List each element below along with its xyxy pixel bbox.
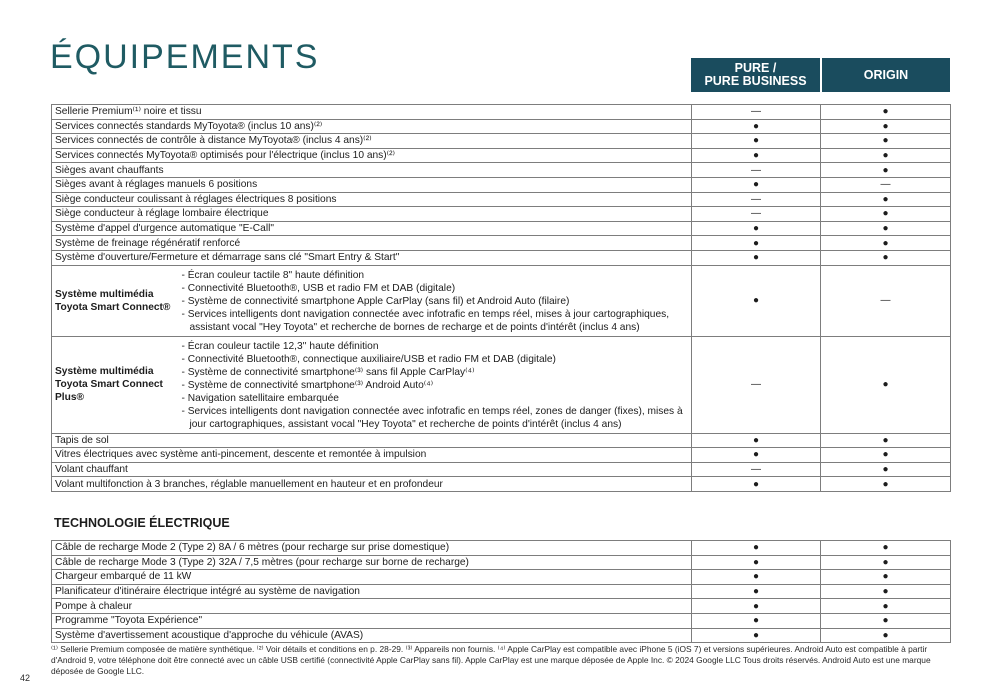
value-pure: — bbox=[692, 336, 821, 433]
table-row bbox=[52, 192, 951, 207]
value-pure: ● bbox=[692, 613, 821, 628]
description-line: - Services intelligents dont navigation connectée avec infotrafic en temps réel, mises à jour cartographiques, assistant vocal "Hey Toyota" et recherche de bornes de recharge et de points d'intérêt (inclus 4 ans) bbox=[181, 308, 670, 333]
value-pure: ● bbox=[692, 555, 821, 570]
table-row bbox=[52, 433, 951, 448]
value-origin: ● bbox=[821, 448, 951, 463]
value-pure: ● bbox=[692, 477, 821, 492]
value-pure: — bbox=[692, 207, 821, 222]
feature-name: Système d'avertissement acoustique d'approche du véhicule (AVAS) bbox=[52, 628, 692, 643]
description-line: - Connectivité Bluetooth®, USB et radio FM et DAB (digitale) bbox=[181, 282, 456, 294]
table-row bbox=[52, 105, 951, 120]
feature-name: Système de freinage régénératif renforcé bbox=[52, 236, 692, 251]
table-row bbox=[52, 584, 951, 599]
table-row bbox=[52, 613, 951, 628]
feature-name: Pompe à chaleur bbox=[52, 599, 692, 614]
table-row bbox=[52, 555, 951, 570]
multimedia-description bbox=[179, 336, 692, 433]
table-row bbox=[52, 599, 951, 614]
footnotes: ⁽¹⁾ Sellerie Premium composée de matière synthétique. ⁽²⁾ Voir détails et conditions en p. 28-29. ⁽³⁾ Appareils non fournis. ⁽⁴⁾ Apple CarPlay est compatible avec iPhone 5 (iOS 7) et versions supérieures. Android Auto est compatible à partir d'Android 9, votre téléphone doit être connecté avec un câble USB certifié (connectivité Apple CarPlay sans fil). Apple CarPlay est une marque déposée de Apple Inc. © 2024 Google LLC Tous droits réservés. Android Auto est une marque déposée de Google LLC. bbox=[51, 644, 931, 676]
description-line: - Système de connectivité smartphone⁽³⁾ sans fil Apple CarPlay⁽⁴⁾ bbox=[181, 366, 475, 378]
feature-name: Câble de recharge Mode 2 (Type 2) 8A / 6 mètres (pour recharge sur prise domestique) bbox=[52, 541, 692, 556]
value-origin: ● bbox=[821, 477, 951, 492]
value-pure: ● bbox=[692, 570, 821, 585]
value-origin: ● bbox=[821, 570, 951, 585]
value-pure: ● bbox=[692, 584, 821, 599]
table-row bbox=[52, 221, 951, 236]
feature-name: Vitres électriques avec système anti-pincement, descente et remontée à impulsion bbox=[52, 448, 692, 463]
value-origin: ● bbox=[821, 163, 951, 178]
table-row bbox=[52, 134, 951, 149]
table-row bbox=[52, 628, 951, 643]
value-pure: ● bbox=[692, 433, 821, 448]
value-origin: ● bbox=[821, 105, 951, 120]
value-origin: ● bbox=[821, 134, 951, 149]
value-pure: ● bbox=[692, 599, 821, 614]
value-pure: — bbox=[692, 192, 821, 207]
value-origin: ● bbox=[821, 613, 951, 628]
feature-name: Programme "Toyota Expérience" bbox=[52, 613, 692, 628]
value-origin: ● bbox=[821, 119, 951, 134]
value-origin: ● bbox=[821, 250, 951, 265]
description-line: - Connectivité Bluetooth®, connectique auxiliaire/USB et radio FM et DAB (digitale) bbox=[181, 353, 556, 365]
feature-name: Services connectés de contrôle à distance MyToyota® (inclus 4 ans)⁽²⁾ bbox=[52, 134, 692, 149]
feature-name: Chargeur embarqué de 11 kW bbox=[52, 570, 692, 585]
multimedia-description bbox=[179, 265, 692, 336]
table-row bbox=[52, 448, 951, 463]
feature-name: Système d'ouverture/Fermeture et démarrage sans clé "Smart Entry & Start" bbox=[52, 250, 692, 265]
feature-name: Services connectés MyToyota® optimisés pour l'électrique (inclus 10 ans)⁽²⁾ bbox=[52, 148, 692, 163]
description-line: - Système de connectivité smartphone Apple CarPlay (sans fil) et Android Auto (filaire) bbox=[181, 295, 570, 307]
value-pure: ● bbox=[692, 119, 821, 134]
value-origin: ● bbox=[821, 584, 951, 599]
value-origin: ● bbox=[821, 221, 951, 236]
value-pure: ● bbox=[692, 236, 821, 251]
value-origin: ● bbox=[821, 236, 951, 251]
value-origin: ● bbox=[821, 148, 951, 163]
value-pure: ● bbox=[692, 628, 821, 643]
feature-name: Sièges avant chauffants bbox=[52, 163, 692, 178]
feature-name: Tapis de sol bbox=[52, 433, 692, 448]
feature-name: Volant chauffant bbox=[52, 462, 692, 477]
value-origin: ● bbox=[821, 207, 951, 222]
value-origin: ● bbox=[821, 462, 951, 477]
electric-table bbox=[51, 540, 951, 643]
feature-name: Services connectés standards MyToyota® (inclus 10 ans)⁽²⁾ bbox=[52, 119, 692, 134]
column-header-pure: PURE / PURE BUSINESS bbox=[691, 58, 820, 92]
feature-name: Système d'appel d'urgence automatique "E-Call" bbox=[52, 221, 692, 236]
feature-name: Sellerie Premium⁽¹⁾ noire et tissu bbox=[52, 105, 692, 120]
table-row bbox=[52, 477, 951, 492]
value-origin: ● bbox=[821, 628, 951, 643]
value-origin: ● bbox=[821, 541, 951, 556]
feature-name: Volant multifonction à 3 branches, réglable manuellement en hauteur et en profondeur bbox=[52, 477, 692, 492]
page-title: ÉQUIPEMENTS bbox=[50, 38, 320, 76]
value-origin: ● bbox=[821, 336, 951, 433]
value-pure: ● bbox=[692, 541, 821, 556]
description-line: - Écran couleur tactile 8" haute définition bbox=[181, 269, 365, 281]
description-line: - Services intelligents dont navigation connectée avec infotrafic en temps réel, zones de danger (fixes), mises à jour cartographiques, assistant vocal "Hey Toyota" et recherche de points d'intérêt (inclus 4 ans) bbox=[181, 405, 683, 430]
value-pure: ● bbox=[692, 177, 821, 192]
table-row bbox=[52, 570, 951, 585]
multimedia-name: Système multimédia Toyota Smart Connect® bbox=[52, 265, 179, 336]
table-row bbox=[52, 541, 951, 556]
table-row bbox=[52, 163, 951, 178]
table-row bbox=[52, 250, 951, 265]
value-pure: ● bbox=[692, 134, 821, 149]
table-row bbox=[52, 119, 951, 134]
value-pure: ● bbox=[692, 221, 821, 236]
table-row bbox=[52, 148, 951, 163]
table-row bbox=[52, 207, 951, 222]
value-pure: — bbox=[692, 462, 821, 477]
table-row-multimedia bbox=[52, 265, 951, 336]
page-number: 42 bbox=[20, 673, 31, 683]
value-pure: ● bbox=[692, 265, 821, 336]
value-origin: — bbox=[821, 177, 951, 192]
feature-name: Siège conducteur à réglage lombaire électrique bbox=[52, 207, 692, 222]
table-row bbox=[52, 177, 951, 192]
value-pure: ● bbox=[692, 148, 821, 163]
feature-name: Siège conducteur coulissant à réglages électriques 8 positions bbox=[52, 192, 692, 207]
description-line: - Écran couleur tactile 12,3'' haute définition bbox=[181, 340, 379, 352]
equipment-table bbox=[51, 104, 951, 492]
section-title-electric: TECHNOLOGIE ÉLECTRIQUE bbox=[54, 516, 230, 530]
table-row bbox=[52, 462, 951, 477]
column-header-origin: ORIGIN bbox=[822, 58, 950, 92]
feature-name: Câble de recharge Mode 3 (Type 2) 32A / 7,5 mètres (pour recharge sur borne de recharge) bbox=[52, 555, 692, 570]
feature-name: Planificateur d'itinéraire électrique intégré au système de navigation bbox=[52, 584, 692, 599]
value-origin: — bbox=[821, 265, 951, 336]
value-origin: ● bbox=[821, 192, 951, 207]
value-pure: ● bbox=[692, 250, 821, 265]
value-pure: — bbox=[692, 163, 821, 178]
value-origin: ● bbox=[821, 599, 951, 614]
value-origin: ● bbox=[821, 555, 951, 570]
multimedia-name: Système multimédia Toyota Smart Connect Plus® bbox=[52, 336, 179, 433]
value-pure: ● bbox=[692, 448, 821, 463]
description-line: - Navigation satellitaire embarquée bbox=[181, 392, 339, 404]
value-pure: — bbox=[692, 105, 821, 120]
table-row bbox=[52, 236, 951, 251]
value-origin: ● bbox=[821, 433, 951, 448]
table-row-multimedia bbox=[52, 336, 951, 433]
feature-name: Sièges avant à réglages manuels 6 positions bbox=[52, 177, 692, 192]
description-line: - Système de connectivité smartphone⁽³⁾ Android Auto⁽⁴⁾ bbox=[181, 379, 434, 391]
